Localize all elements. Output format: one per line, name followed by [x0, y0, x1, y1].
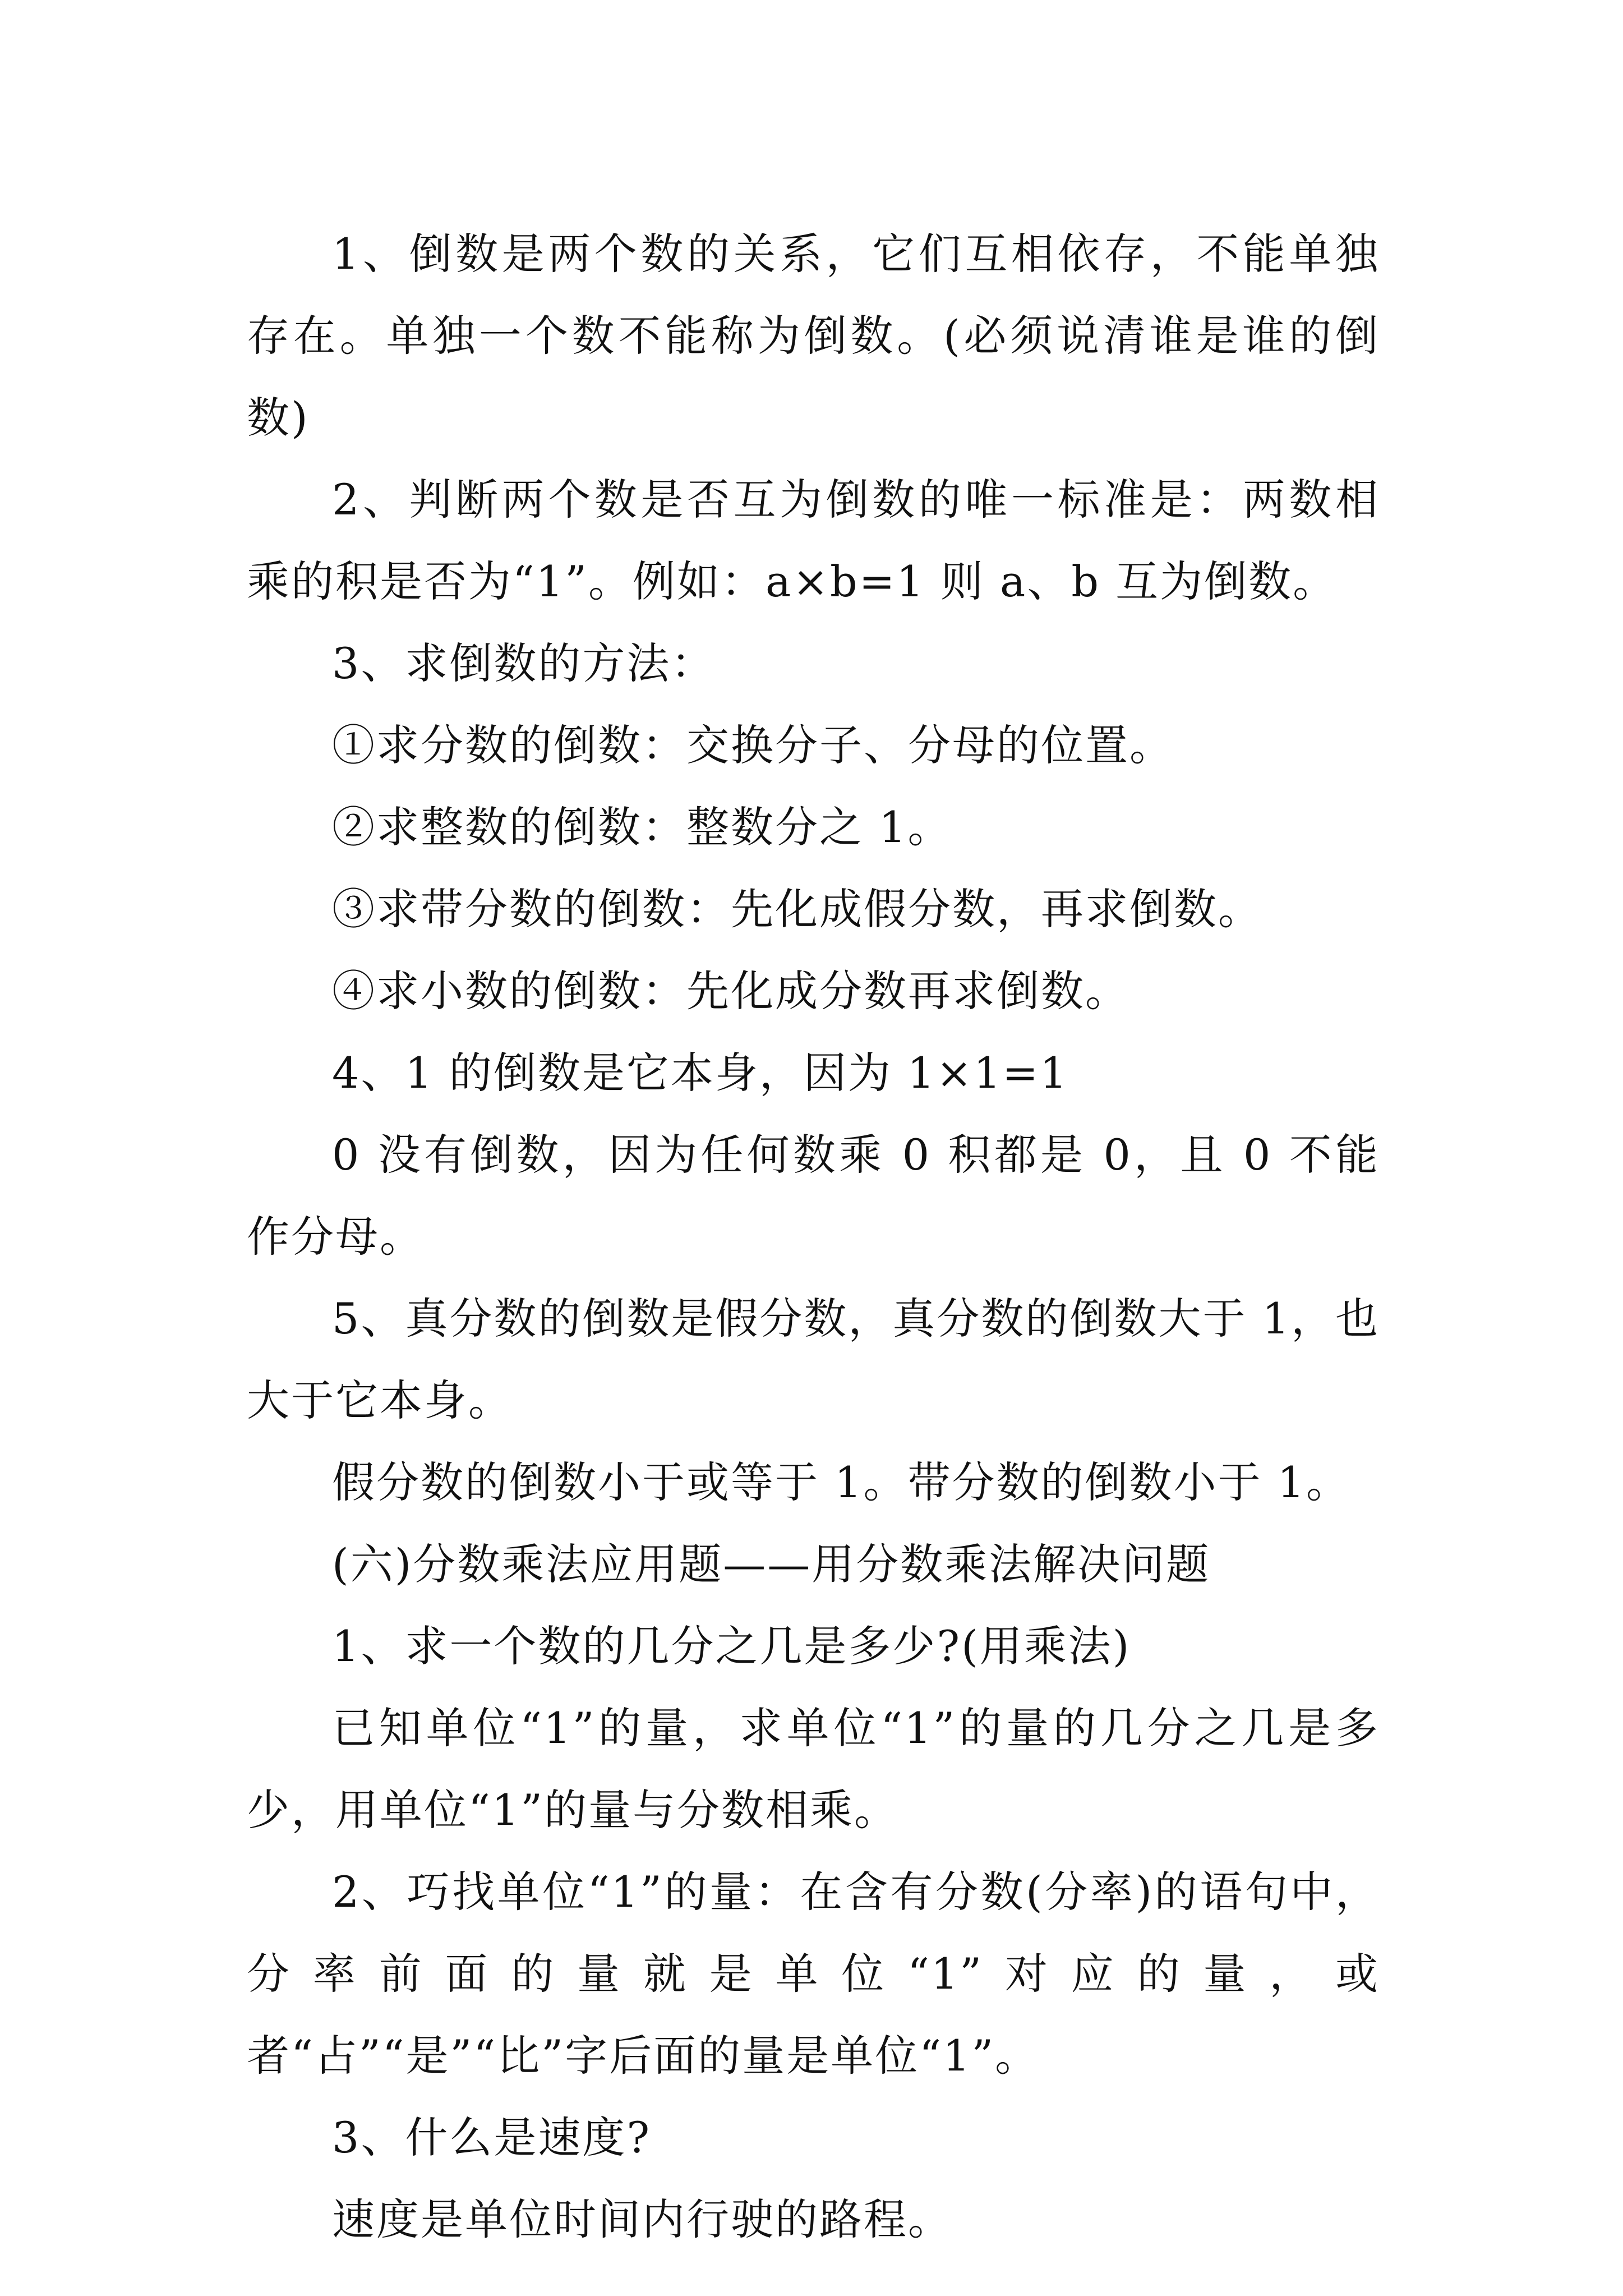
paragraph: ②求整数的倒数：整数分之 1。	[332, 802, 952, 852]
paragraph: ①求分数的倒数：交换分子、分母的位置。	[332, 720, 1174, 770]
paragraph: 0 没有倒数，因为任何数乘 0 积都是 0，且 0 不能作分母。	[247, 1130, 1380, 1262]
paragraph: 3、求倒数的方法：	[332, 638, 716, 688]
paragraph: 2、巧找单位“1”的量：在含有分数(分率)的语句中，分率前面的量就是单位“1”对应的量，或者“占”“是”“比”字后面的量是单位“1”。	[247, 1867, 1380, 2081]
document-body	[247, 213, 1380, 2261]
paragraph: 1、求一个数的几分之几是多少?(用乘法)	[332, 1621, 1131, 1671]
paragraph: 1、倒数是两个数的关系，它们互相依存，不能单独存在。单独一个数不能称为倒数。(必须说清谁是谁的倒数)	[247, 229, 1380, 443]
paragraph: 2、判断两个数是否互为倒数的唯一标准是：两数相乘的积是否为“1”。例如：a×b=1 则 a、b 互为倒数。	[247, 475, 1380, 606]
section-heading: (六)分数乘法应用题——用分数乘法解决问题	[332, 1539, 1211, 1589]
paragraph: 已知单位“1”的量，求单位“1”的量的几分之几是多少，用单位“1”的量与分数相乘。	[247, 1703, 1380, 1835]
paragraph: ③求带分数的倒数：先化成假分数，再求倒数。	[332, 884, 1262, 934]
paragraph: 4、1 的倒数是它本身，因为 1×1=1	[332, 1048, 1069, 1098]
paragraph: 速度是单位时间内行驶的路程。	[332, 2194, 952, 2244]
paragraph: 假分数的倒数小于或等于 1。带分数的倒数小于 1。	[332, 1457, 1351, 1507]
paragraph: ④求小数的倒数：先化成分数再求倒数。	[332, 966, 1129, 1016]
paragraph: 5、真分数的倒数是假分数，真分数的倒数大于 1，也大于它本身。	[247, 1294, 1380, 1425]
paragraph: 3、什么是速度?	[332, 2113, 652, 2162]
